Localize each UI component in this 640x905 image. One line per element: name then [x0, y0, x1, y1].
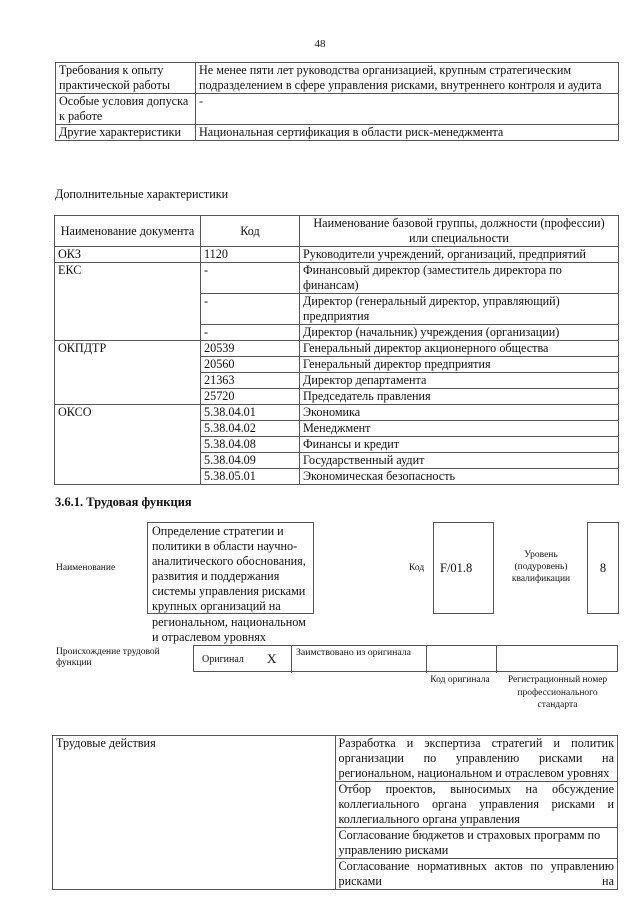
name-label: Наименование [56, 563, 116, 573]
table-header-row [55, 216, 619, 247]
table-row [55, 263, 619, 294]
table-row [56, 63, 619, 94]
labor-actions-label: Трудовые действия [53, 736, 336, 890]
name-cell: Директор департамента [300, 373, 619, 389]
name-cell: Генеральный директор акционерного общества [300, 341, 619, 357]
code-cell: 20560 [201, 357, 300, 373]
code-cell: 5.38.04.09 [201, 453, 300, 469]
code-cell: 20539 [201, 341, 300, 357]
row-label: Особые условия допуска к работе [56, 94, 196, 125]
name-cell: Руководители учреждений, организаций, предприятий [300, 247, 619, 263]
table-row [55, 405, 619, 421]
level-label: Уровень (подуровень) квалификации [511, 550, 571, 584]
table-row [55, 341, 619, 357]
name-cell: Финансовый директор (заместитель директора по финансам) [300, 263, 619, 294]
row-value: - [196, 94, 619, 125]
reg-number-cell [496, 646, 619, 673]
table-row [56, 94, 619, 125]
labor-action-item: Согласование нормативных актов по управлению рисками на [335, 859, 618, 890]
doc-cell: ОКПДТР [55, 341, 201, 405]
code-cell: 5.38.05.01 [201, 469, 300, 485]
additional-caption: Дополнительные характеристики [55, 187, 229, 201]
labor-actions-table [52, 735, 618, 890]
code-cell: 5.38.04.08 [201, 437, 300, 453]
code-cell: 5.38.04.02 [201, 421, 300, 437]
code-cell: 25720 [201, 389, 300, 405]
name-cell: Генеральный директор предприятия [300, 357, 619, 373]
origin-row [193, 645, 618, 672]
section-title: 3.6.1. Трудовая функция [55, 495, 192, 509]
header-code: Код [201, 216, 300, 247]
name-cell: Финансы и кредит [300, 437, 619, 453]
row-value: Национальная сертификация в области риск-менеджмента [196, 125, 619, 141]
labor-action-item: Отбор проектов, выносимых на обсуждение коллегиального органа управления рисками и коллегиального органа управления [335, 782, 618, 828]
original-code-cell [426, 646, 496, 673]
qualification-level-box: 8 [587, 522, 619, 614]
function-name-box: Определение стратегии и политики в области научно-аналитического обоснования, развития и поддержания системы управления рисками крупных организаций на региональном, национальном и отраслевом уровнях [147, 522, 314, 614]
code-cell: 5.38.04.01 [201, 405, 300, 421]
row-label: Требования к опыту практической работы [56, 63, 196, 94]
origin-label: Происхождение трудовой функции [56, 647, 160, 668]
doc-cell: ОКСО [55, 405, 201, 485]
original-code-caption: Код оригинала [430, 675, 490, 685]
name-cell: Директор (генеральный директор, управляющий) предприятия [300, 294, 619, 325]
name-cell: Государственный аудит [300, 453, 619, 469]
code-cell: 1120 [201, 247, 300, 263]
labor-action-item: Согласование бюджетов и страховых программ по управлению рисками [335, 828, 618, 859]
row-value: Не менее пяти лет руководства организацией, крупным стратегическим подразделением в сфере управления рисками, внутреннего контроля и аудита [196, 63, 619, 94]
code-cell: - [201, 325, 300, 341]
original-label: Оригинал [202, 654, 244, 665]
table-row [55, 247, 619, 263]
borrowed-label: Заимствовано из оригинала [291, 646, 426, 673]
table-row [53, 736, 618, 782]
doc-cell: ОКЗ [55, 247, 201, 263]
code-label: Код [409, 563, 425, 573]
code-cell: 21363 [201, 373, 300, 389]
table-row [56, 125, 619, 141]
original-mark: X [267, 651, 277, 666]
name-cell: Менеджмент [300, 421, 619, 437]
code-cell: - [201, 263, 300, 294]
page-number: 48 [314, 38, 326, 50]
row-label: Другие характеристики [56, 125, 196, 141]
doc-cell: ЕКС [55, 263, 201, 341]
header-name: Наименование базовой группы, должности (профессии) или специальности [300, 216, 619, 247]
name-cell: Экономическая безопасность [300, 469, 619, 485]
name-cell: Экономика [300, 405, 619, 421]
labor-action-item: Разработка и экспертиза стратегий и политик организации по управлению рисками на региональном, национальном и отраслевом уровнях [335, 736, 618, 782]
code-cell: - [201, 294, 300, 325]
header-doc: Наименование документа [55, 216, 201, 247]
function-code-box: F/01.8 [433, 522, 494, 614]
reg-number-caption: Регистрационный номер профессионального стандарта [507, 675, 608, 710]
name-cell: Председатель правления [300, 389, 619, 405]
requirements-table [55, 62, 619, 141]
name-cell: Директор (начальник) учреждения (организации) [300, 325, 619, 341]
additional-characteristics-table [54, 215, 619, 485]
